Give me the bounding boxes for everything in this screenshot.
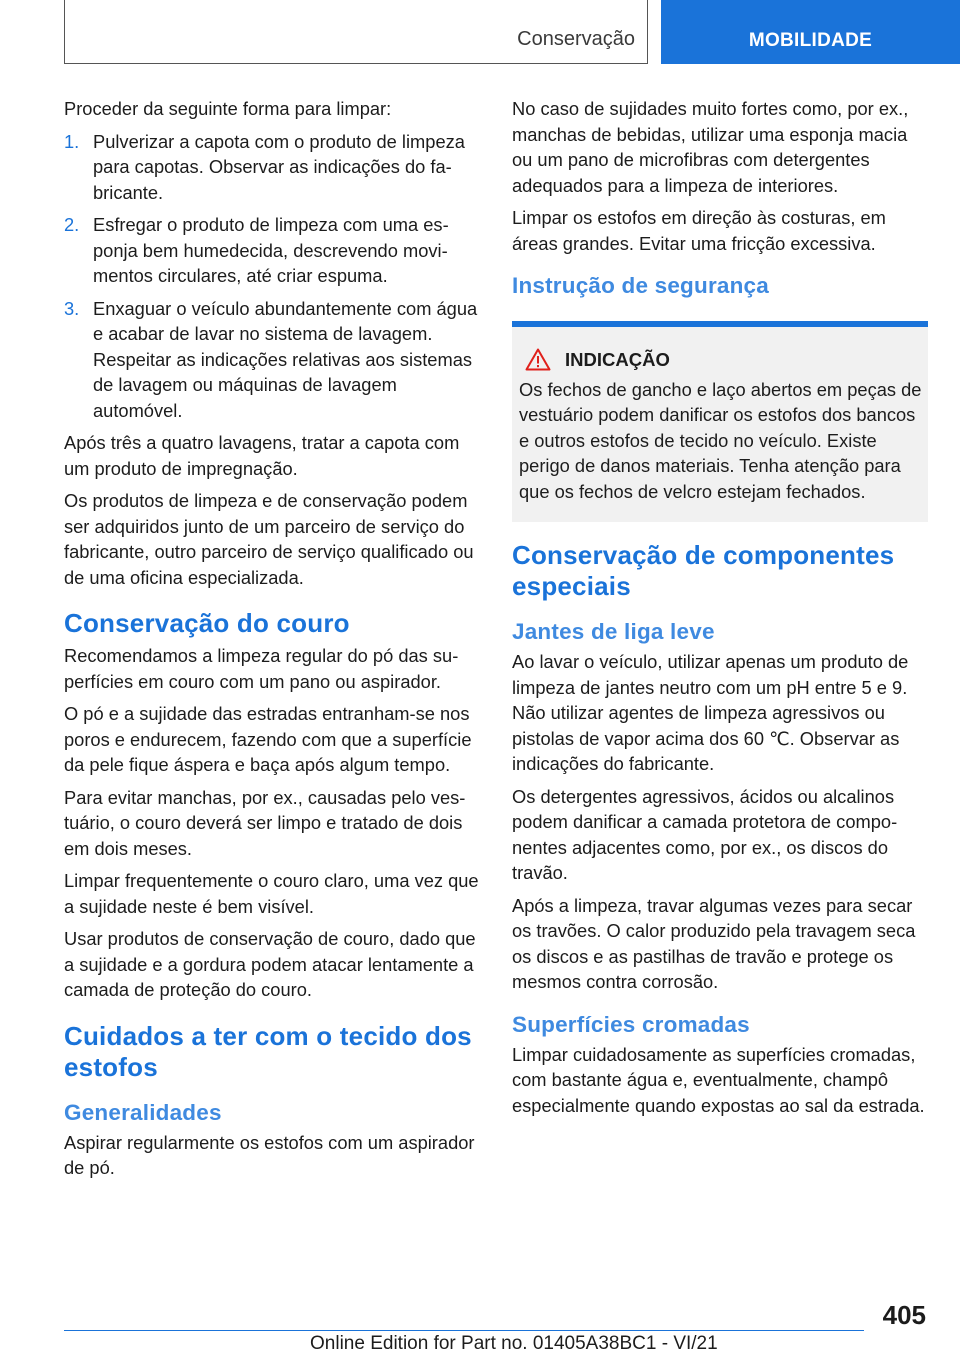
list-item — [64, 212, 480, 289]
heading-seguranca: Instrução de segurança — [512, 273, 769, 298]
section-title: Conservação — [517, 28, 635, 50]
footer-edition: Online Edition for Part no. 01405A38BC1 - VI/21 — [310, 1333, 718, 1354]
step-text: Enxaguar o veículo abundantemente com água e acabar de lavar no sistema de lavagem. Respeitar as indicações relativas aos sistemas de lavagem ou máquinas de lavagem automóvel. — [93, 297, 478, 421]
paragraph: Usar produtos de conservação de couro, dado que a sujidade e a gordura podem atacar lentamente a camada de proteção do couro. — [64, 928, 476, 1000]
page-number: 405 — [882, 1300, 926, 1330]
warning-triangle-icon — [525, 348, 551, 371]
list-item — [64, 129, 480, 206]
paragraph: Limpar cuidadosamente as superfícies cromadas, com bastante água e, eventualmente, champô especialmente quando expostas ao sal da estrada. — [512, 1043, 925, 1116]
step-text: Esfregar o produto de limpeza com uma esponja bem humedecida, descrevendo movimentos circulares, até criar espuma. — [93, 214, 449, 286]
step-number: 3. — [64, 297, 80, 319]
notice-text: Os fechos de gancho e laço abertos em peças de vestuário podem danificar os estofos dos bancos e outros estofos de tecido no veículo. Existe perigo de danos materiais. Tenha atenção para que os fechos de velcro estejam fechados. — [519, 378, 922, 502]
notice-title: INDICAÇÃO — [565, 349, 670, 370]
paragraph: Para evitar manchas, por ex., causadas pelo vestuário, o couro deverá ser limpo e tratado de dois em dois meses. — [64, 786, 466, 859]
paragraph: Limpar os estofos em direção às costuras, em áreas grandes. Evitar uma fricção excessiva. — [512, 207, 886, 254]
left-column — [64, 96, 480, 1188]
chapter-tab[interactable] — [661, 0, 960, 64]
chapter-label: MOBILIDADE — [748, 30, 873, 51]
footer-divider — [64, 1330, 864, 1331]
heading-componentes: Conservação de componentes especiais — [512, 540, 895, 601]
paragraph: Após a limpeza, travar algumas vezes para secar os travões. O calor produzido pela travagem seca os discos e as pastilhas de travão e protege os mesmos contra corrosão. — [512, 894, 916, 992]
paragraph: Limpar frequentemente o couro claro, uma vez que a sujidade neste é bem visível. — [64, 870, 479, 917]
paragraph: Os produtos de limpeza e de conservação podem ser adquiridos junto de um parceiro de serviço do fabricante, outro parceiro de serviço qualificado ou de uma oficina especializada. — [64, 490, 474, 588]
paragraph: Após três a quatro lavagens, tratar a capota com um produto de impregnação. — [64, 432, 460, 479]
step-text: Pulverizar a capota com o produto de limpeza para capotas. Observar as indicações do fabricante. — [93, 130, 465, 203]
cleaning-steps-list — [64, 129, 480, 424]
notice-header — [519, 347, 922, 373]
paragraph: Recomendamos a limpeza regular do pó das superfícies em couro com um pano ou aspirador. — [64, 645, 459, 692]
step-number: 2. — [64, 214, 80, 235]
paragraph: Ao lavar o veículo, utilizar apenas um produto de limpeza de jantes neutro com um pH entre 5 e 9. Não utilizar agentes de limpeza agressivos ou pistolas de vapor acima dos 60 ℃. Observar as indicações do fabricante. — [512, 651, 909, 774]
paragraph: Os detergentes agressivos, ácidos ou alcalinos podem danificar a camada protetora de componentes adjacentes como, por ex., os discos do travão. — [512, 785, 898, 883]
subheading-generalidades: Generalidades — [64, 1099, 222, 1125]
intro-paragraph: Proceder da seguinte forma para limpar: — [64, 98, 392, 119]
list-item — [64, 296, 480, 424]
subheading-cromadas: Superfícies cromadas — [512, 1011, 750, 1037]
heading-tecido: Cuidados a ter com o tecido dos estofos — [64, 1020, 472, 1082]
paragraph: O pó e a sujidade das estradas entranham-se nos poros e endurecem, fazendo com que a superfície da pele fique áspera e baça após algum tempo. — [64, 703, 472, 775]
right-column — [512, 96, 928, 1125]
header-section-box — [64, 0, 648, 64]
step-number: 1. — [64, 130, 80, 152]
paragraph: No caso de sujidades muito fortes como, por ex., manchas de bebidas, utilizar uma esponja macia ou um pano de microfibras com detergentes adequados para a limpeza de interiores. — [512, 98, 909, 196]
notice-box — [512, 321, 928, 522]
paragraph: Aspirar regularmente os estofos com um aspirador de pó. — [64, 1131, 475, 1178]
subheading-jantes: Jantes de liga leve — [512, 619, 715, 644]
heading-couro: Conservação do couro — [64, 608, 350, 638]
